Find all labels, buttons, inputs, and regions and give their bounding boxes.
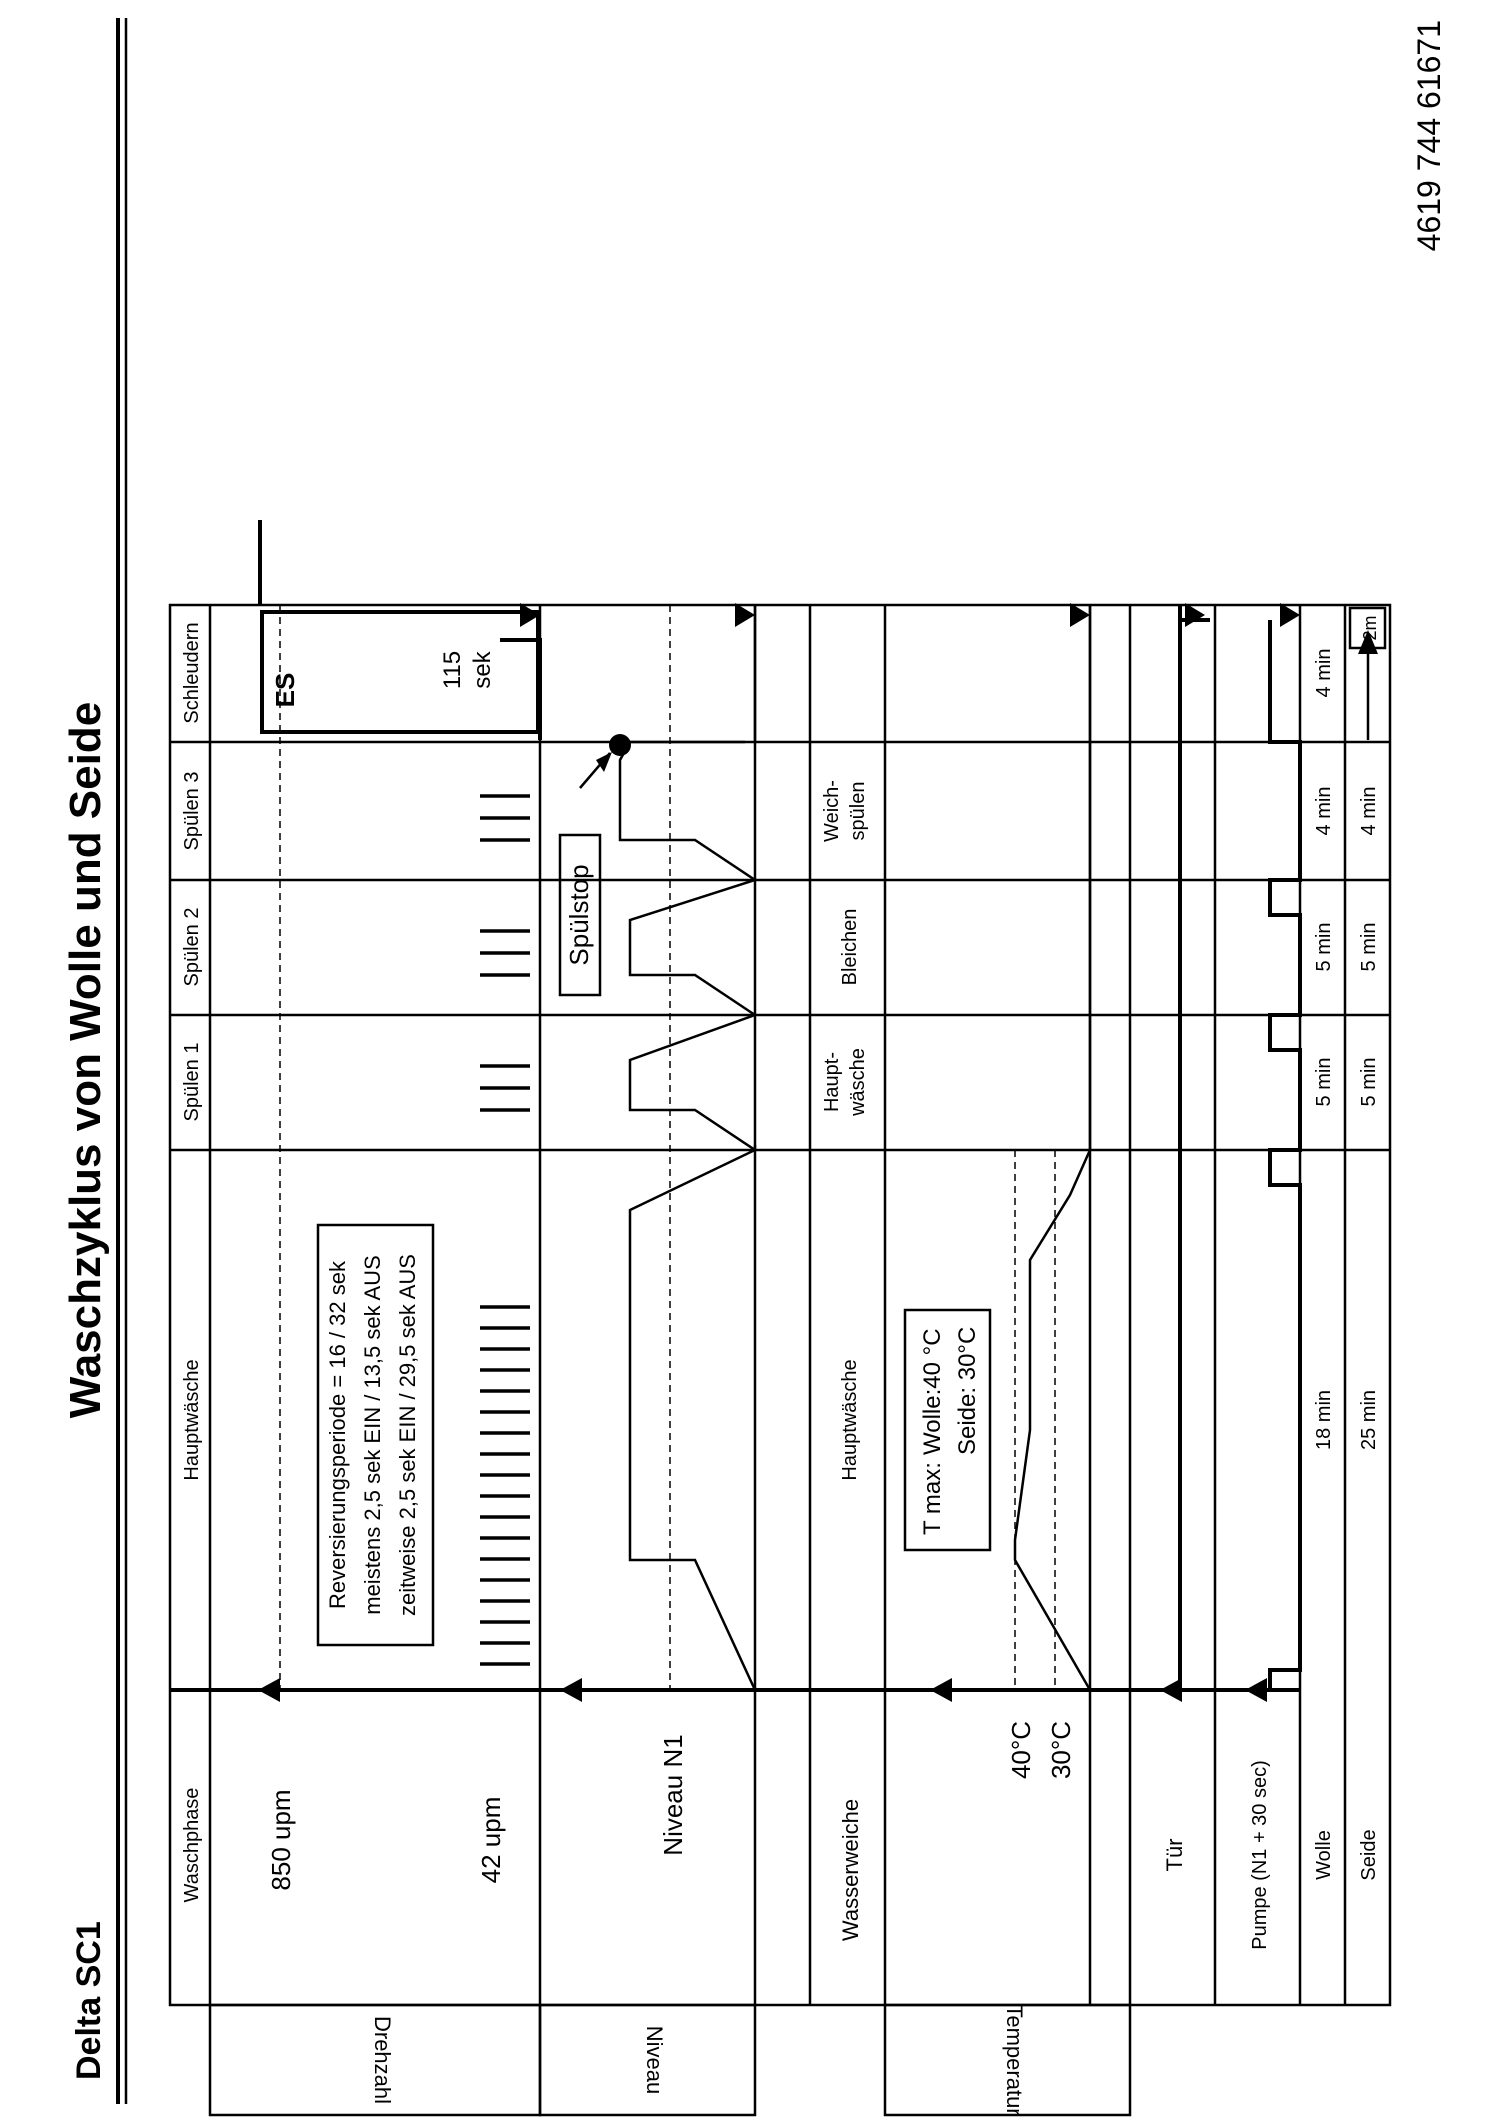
door-signal	[1155, 603, 1210, 1690]
diagram-grid	[170, 605, 1390, 2115]
spin-time-value: 115	[439, 650, 466, 690]
spin-time-unit: sek	[469, 651, 496, 689]
silk-duration-spuelen-2: 5 min	[1358, 922, 1380, 972]
arrow-head-icon	[1185, 603, 1205, 627]
silk-duration-spuelen-3: 4 min	[1358, 786, 1380, 836]
wool-duration-hauptwaesche: 18 min	[1313, 1389, 1335, 1451]
diverter-step-4a: Weich-	[821, 780, 843, 842]
arrow-head-icon	[560, 1678, 582, 1702]
tmax-label: T max:	[919, 1462, 946, 1535]
reversal-pulse-bars	[480, 796, 530, 1664]
reversal-line-1: Reversierungsperiode = 16 / 32 sek	[325, 1261, 350, 1609]
tmax-wool: Wolle:40 °C	[919, 1328, 946, 1455]
phase-label-waschphase: Waschphase	[181, 1787, 203, 1903]
phase-label-schleudern: Schleudern	[181, 622, 203, 724]
phase-label-spuelen-2: Spülen 2	[181, 907, 203, 987]
page-frame	[118, 18, 126, 2104]
wool-duration-schleudern: 4 min	[1313, 648, 1335, 698]
diverter-step-2b: wäsche	[847, 1048, 869, 1116]
silk-row-label: Seide	[1358, 1829, 1380, 1881]
wool-duration-spuelen-2: 5 min	[1313, 922, 1335, 972]
side-label-temperatur: Temperatur	[1002, 2004, 1027, 2116]
phase-label-spuelen-1: Spülen 1	[181, 1042, 203, 1122]
wool-duration-spuelen-1: 5 min	[1313, 1057, 1335, 1107]
diverter-steps	[821, 780, 869, 1481]
tmax-silk: Seide: 30°C	[954, 1326, 981, 1455]
silk-duration-schleudern: 2m	[1360, 615, 1380, 641]
duration-row-wool	[1313, 649, 1335, 1450]
arrow-head-icon	[930, 1678, 952, 1702]
lane-labels	[266, 1721, 1380, 2116]
wool-row-label: Wolle	[1313, 1830, 1335, 1880]
rinse-stop-label: Spülstop	[564, 864, 594, 966]
rinse-stop-marker	[609, 734, 631, 756]
temp-40-label: 40°C	[1006, 1720, 1036, 1780]
side-label-niveau: Niveau	[642, 2025, 667, 2095]
diverter-step-1: Hauptwäsche	[839, 1359, 861, 1481]
arrow-head-icon	[596, 752, 612, 772]
page-title: Waschzyklus von Wolle und Seide	[61, 701, 110, 1419]
silk-duration-hauptwaesche: 25 min	[1358, 1389, 1380, 1451]
door-label: Tür	[1162, 1838, 1187, 1872]
pump-signal	[1270, 603, 1300, 1690]
pump-label: Pumpe (N1 + 30 sec)	[1249, 1760, 1271, 1950]
reversal-line-3: zeitweise 2,5 sek EIN / 29,5 sek AUS	[395, 1254, 420, 1616]
spin-mode-label: ES	[270, 672, 300, 708]
spin-box	[260, 520, 540, 740]
duration-row-silk	[1350, 608, 1385, 1450]
arrow-head-icon	[1245, 1678, 1267, 1702]
diverter-label: Wasserweiche	[838, 1798, 863, 1942]
water-level-curve	[560, 603, 755, 1690]
temp-30-label: 30°C	[1046, 1720, 1076, 1780]
speed-high-label: 850 upm	[266, 1789, 296, 1891]
wool-duration-spuelen-3: 4 min	[1313, 786, 1335, 836]
diverter-step-4b: spülen	[847, 781, 869, 841]
silk-duration-spuelen-1: 5 min	[1358, 1057, 1380, 1107]
level-name-label: Niveau N1	[658, 1734, 688, 1856]
phase-headers	[181, 622, 203, 1902]
arrow-head-icon	[1070, 603, 1090, 627]
speed-low-label: 42 upm	[476, 1796, 506, 1884]
model-name: Delta SC1	[70, 1921, 108, 2080]
phase-label-hauptwaesche: Hauptwäsche	[181, 1359, 203, 1481]
diverter-step-2a: Haupt-	[821, 1051, 843, 1113]
diverter-step-3: Bleichen	[839, 908, 861, 986]
reversal-line-2: meistens 2,5 sek EIN / 13,5 sek AUS	[360, 1255, 385, 1615]
reversal-note	[318, 1225, 433, 1645]
arrow-head-icon	[258, 1678, 280, 1702]
arrow-head-icon	[735, 603, 755, 627]
arrow-head-icon	[1280, 603, 1300, 627]
phase-label-spuelen-3: Spülen 3	[181, 771, 203, 851]
temperature-curve	[905, 603, 1090, 1690]
side-label-drehzahl: Drehzahl	[370, 2015, 395, 2105]
document-number: 4619 744 61671	[1411, 20, 1447, 252]
